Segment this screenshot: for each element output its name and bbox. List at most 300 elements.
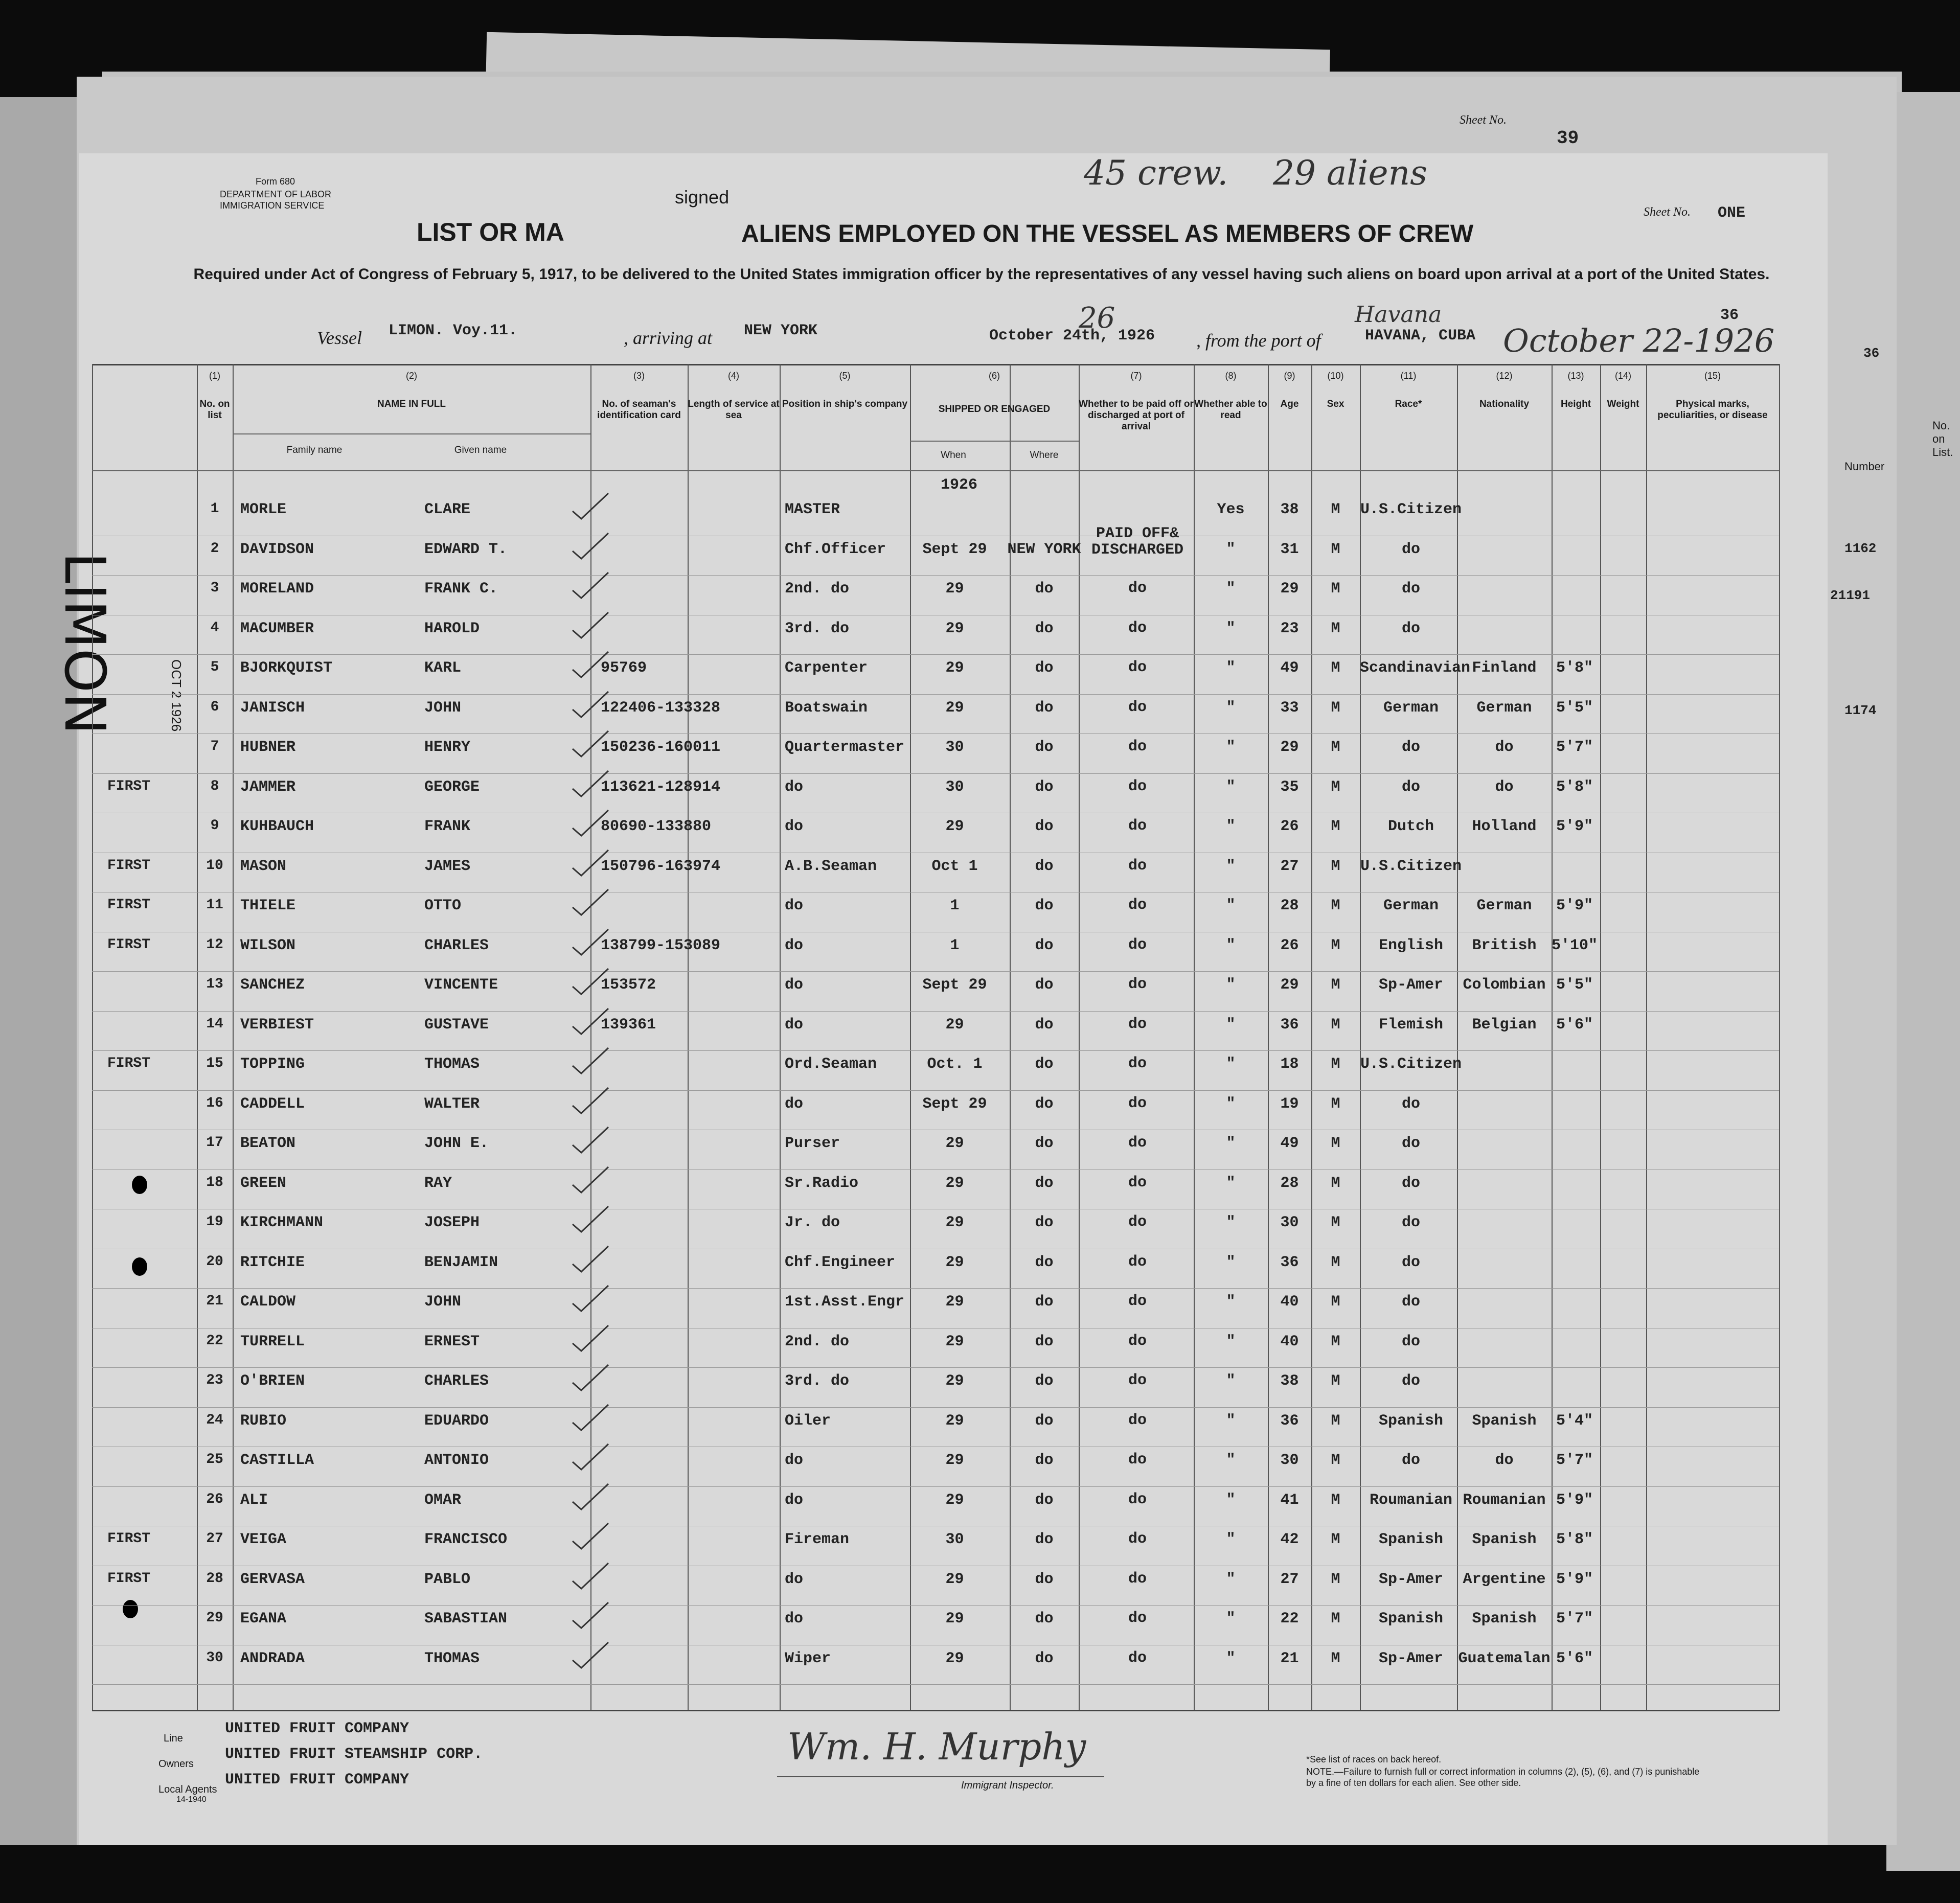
shipped-when: 29 [945,580,964,598]
check-icon [570,1521,611,1551]
row-rule [92,733,1779,734]
sheet-no-value: ONE [1718,204,1746,222]
position: Wiper [785,1649,831,1667]
first-mark: FIRST [107,936,151,953]
sex: M [1331,1570,1340,1588]
able-to-read: " [1226,818,1236,835]
shipped-when: 1 [950,936,960,954]
column-number: (11) [1400,371,1417,381]
shipped-when: 29 [945,1649,964,1667]
footer-line-value: UNITED FRUIT COMPANY [225,1720,409,1737]
given-name: KARL [424,659,462,677]
column-header: Physical marks, peculiarities, or disease [1657,399,1768,421]
title-right: ALIENS EMPLOYED ON THE VESSEL AS MEMBERS OF CREW [741,220,1474,247]
sex: M [1331,1095,1340,1113]
nationality: do [1495,739,1514,756]
row-number: 20 [206,1253,223,1270]
row-rule [92,1050,1779,1051]
family-name: KIRCHMANN [240,1214,324,1231]
nationality: Guatemalan [1458,1649,1551,1667]
age: 36 [1280,1016,1299,1034]
race: U.S.Citizen [1360,501,1462,518]
shipped-where: do [1035,1372,1054,1390]
column-header: Nationality [1479,399,1530,409]
column-rule [1457,364,1458,1711]
race: do [1401,1253,1420,1271]
column-header: Age [1280,399,1299,409]
arrival-day-hand: 26 [1079,302,1115,335]
paid-off: do [1128,1491,1147,1508]
age: 49 [1280,659,1299,677]
able-to-read: " [1226,620,1236,637]
nationality: Roumanian [1463,1491,1546,1509]
sex: M [1331,1214,1340,1231]
paid-off: do [1128,659,1147,676]
age: 26 [1280,936,1299,954]
age: 40 [1280,1293,1299,1311]
arrival-date: October 24th, 1926 [989,327,1155,345]
race: do [1401,1174,1420,1192]
column-header: Whether to be paid off or discharged at port of arrival [1079,399,1194,432]
check-icon [570,531,611,561]
shipped-where: do [1035,897,1054,914]
paid-off: do [1128,1213,1147,1231]
given-name: SABASTIAN [424,1610,508,1627]
paid-off: do [1128,1253,1147,1271]
nationality: Finland [1472,659,1537,677]
check-icon [570,1600,611,1631]
first-mark: FIRST [107,1570,151,1587]
paid-off: do [1128,1174,1147,1191]
paid-off: do [1128,619,1147,637]
sex: M [1331,1253,1340,1271]
column-rule [92,364,93,1711]
height: 5'9" [1556,897,1593,914]
able-to-read: " [1226,1412,1236,1430]
shipped-when: 29 [945,620,964,637]
paid-off: do [1128,1055,1147,1072]
check-icon [570,1204,611,1234]
sheet-no-label: Sheet No. [1644,205,1691,219]
seaman-card-number: 122406-133328 [601,699,721,717]
port-hand: Havana [1355,302,1442,328]
age: 18 [1280,1056,1299,1073]
row-number: 14 [206,1016,223,1032]
family-name: TOPPING [240,1056,305,1073]
column-rule [1646,364,1647,1711]
position: Ord.Seaman [785,1056,877,1073]
race: do [1401,1293,1420,1311]
able-to-read: " [1226,540,1236,558]
check-icon [570,1323,611,1354]
back-sheet-no-label: Sheet No. [1460,113,1507,127]
shipped-where: do [1035,818,1054,835]
able-to-read: " [1226,1095,1236,1113]
row-rule [92,1288,1779,1289]
family-name: THIELE [240,897,296,914]
height: 5'5" [1556,976,1593,994]
shipped-where: do [1035,1452,1054,1469]
subtitle: Required under Act of Congress of February 5, 1917, to be delivered to the United States immigration officer by the representatives of any vessel having such aliens on board upon arrival at a port of the United States. [193,266,1770,283]
row-number: 27 [206,1531,223,1547]
position: do [785,1610,804,1627]
shipped-when: Sept 29 [922,1095,987,1113]
age: 27 [1280,857,1299,875]
row-rule [92,773,1779,774]
given-name: CHARLES [424,936,489,954]
column-rule [688,364,689,1711]
position: do [785,936,804,954]
seaman-card-number: 95769 [601,659,647,677]
race: do [1401,1452,1420,1469]
height: 5'5" [1556,699,1593,717]
shipped-where: do [1035,620,1054,637]
age: 35 [1280,778,1299,796]
height: 5'8" [1556,1531,1593,1548]
shipped-when: 29 [945,1412,964,1430]
shipped-where: do [1035,1412,1054,1430]
row-number: 30 [206,1649,223,1666]
row-number: 8 [210,778,219,794]
column-rule [1311,364,1312,1711]
paid-off: do [1128,738,1147,755]
form-department: DEPARTMENT OF LABOR [220,189,332,199]
sex: M [1331,1293,1340,1311]
height: 5'10" [1551,936,1598,954]
sex: M [1331,818,1340,835]
age: 29 [1280,739,1299,756]
nationality: do [1495,778,1514,796]
shipped-where: do [1035,1570,1054,1588]
family-name: CASTILLA [240,1452,314,1469]
column-number: (5) [839,371,851,381]
paid-off: do [1128,777,1147,795]
position: Fireman [785,1531,850,1548]
column-number: (8) [1225,371,1237,381]
check-icon [570,1402,611,1433]
age: 28 [1280,1174,1299,1192]
given-name: RAY [424,1174,452,1192]
age: 38 [1280,1372,1299,1390]
height: 5'9" [1556,1491,1593,1509]
shipped-when: 29 [945,1372,964,1390]
position: do [785,1491,804,1509]
shipped-when: Oct 1 [931,857,978,875]
age: 36 [1280,1412,1299,1430]
row-rule [92,654,1779,655]
nationality: German [1476,699,1532,717]
given-name: CHARLES [424,1372,489,1390]
sex: M [1331,897,1340,914]
seaman-card-number: 150796-163974 [601,857,721,875]
column-header: Sex [1327,399,1344,409]
given-name: JOHN [424,1293,462,1311]
given-name: JAMES [424,857,471,875]
row-rule [92,1486,1779,1487]
race: do [1401,1372,1420,1390]
from-port-value: HAVANA, CUBA [1365,327,1476,345]
shipped-when: 29 [945,659,964,677]
sex: M [1331,699,1340,717]
given-name: WALTER [424,1095,480,1113]
position: do [785,778,804,796]
able-to-read: " [1226,580,1236,598]
check-icon [570,1561,611,1591]
sex: M [1331,1452,1340,1469]
shipped-where: do [1035,936,1054,954]
race: do [1401,1333,1420,1350]
given-name: ANTONIO [424,1452,489,1469]
age: 22 [1280,1610,1299,1627]
nationality: Colombian [1463,976,1546,994]
age: 33 [1280,699,1299,717]
race: U.S.Citizen [1360,1056,1462,1073]
age: 42 [1280,1531,1299,1548]
penalty-note: NOTE.—Failure to furnish full or correct information in columns (2), (5), (6), and (7) is punishable by a fine of ten dollars for each alien. See other side. [1306,1767,1700,1788]
paid-off: do [1128,1411,1147,1429]
paid-off: do [1128,580,1147,597]
shipped-where: do [1035,1174,1054,1192]
family-name: MACUMBER [240,620,314,637]
shipped-when: 29 [945,1293,964,1311]
able-to-read: " [1226,1531,1236,1548]
row-number: 25 [206,1452,223,1468]
position: Chf.Engineer [785,1253,896,1271]
able-to-read: " [1226,1214,1236,1231]
paid-off: do [1128,1372,1147,1389]
column-header: Weight [1607,399,1639,409]
family-name: KUHBAUCH [240,818,314,835]
right-edge-header: No. on List. [1932,419,1953,458]
sex: M [1331,659,1340,677]
vessel-label: Vessel [317,328,362,348]
row-number: 12 [206,936,223,953]
check-icon [570,1640,611,1670]
family-name: HUBNER [240,739,296,756]
paid-off: do [1128,936,1147,954]
header-rule [92,470,1779,471]
paid-off: do [1128,1610,1147,1627]
family-name-header: Family name [286,445,343,455]
age: 29 [1280,580,1299,598]
column-header: Position in ship's company [782,399,908,409]
shipped-where: do [1035,1333,1054,1350]
column-number: (12) [1496,371,1513,381]
column-rule [1010,364,1011,1711]
position: do [785,818,804,835]
row-number: 10 [206,857,223,874]
shipped-when: 29 [945,1333,964,1350]
row-number: 7 [210,739,219,754]
able-to-read: " [1226,659,1236,677]
position: 2nd. do [785,1333,850,1350]
position: 3rd. do [785,620,850,637]
able-to-read: " [1226,1372,1236,1390]
able-to-read: " [1226,1293,1236,1311]
row-number: 5 [210,659,219,675]
shipped-where: do [1035,1214,1054,1231]
given-name: FRANCISCO [424,1531,508,1548]
family-name: JANISCH [240,699,305,717]
family-name: RUBIO [240,1412,287,1430]
seaman-card-number: 150236-160011 [601,739,721,756]
shipped-when: 29 [945,699,964,717]
able-to-read: " [1226,1174,1236,1192]
given-name: EDWARD T. [424,540,508,558]
shipped-where: do [1035,1253,1054,1271]
race: Spanish [1378,1531,1444,1548]
shipped-where: do [1035,739,1054,756]
column-header: No. on list [199,399,230,421]
age: 36 [1280,1253,1299,1271]
row-number: 11 [206,897,223,913]
check-icon [570,1244,611,1274]
shipped-when: 30 [945,1531,964,1548]
shipped-when: 29 [945,1253,964,1271]
height: 5'9" [1556,1570,1593,1588]
shipped-where: do [1035,976,1054,994]
family-name: VEIGA [240,1531,287,1548]
column-number: (9) [1284,371,1295,381]
given-name: JOHN E. [424,1135,489,1152]
row-rule [92,1605,1779,1606]
height: 5'8" [1556,778,1593,796]
shipped-when: 30 [945,739,964,756]
race: Dutch [1387,818,1434,835]
family-name: GREEN [240,1174,287,1192]
race: Sp-Amer [1378,976,1444,994]
shipped-where: do [1035,1056,1054,1073]
check-icon [570,1125,611,1155]
able-to-read: " [1226,976,1236,994]
vessel-value: LIMON. Voy.11. [389,322,518,339]
able-to-read: " [1226,1253,1236,1271]
race: Scandinavian [1360,659,1471,677]
races-note: *See list of races on back hereof. [1306,1754,1442,1764]
given-name: OMAR [424,1491,462,1509]
shipped-when: 29 [945,1610,964,1627]
family-name: MORELAND [240,580,314,598]
row-rule [92,575,1779,576]
seaman-card-number: 153572 [601,976,656,994]
shipped-when: 29 [945,1135,964,1152]
given-name: GUSTAVE [424,1016,489,1034]
given-name: JOSEPH [424,1214,480,1231]
date-hand: October 22-1926 [1503,322,1775,359]
signature-line [777,1776,1104,1777]
column-rule [1779,364,1780,1711]
age: 26 [1280,818,1299,835]
height: 5'6" [1556,1649,1593,1667]
age: 19 [1280,1095,1299,1113]
height: 5'8" [1556,659,1593,677]
arriving-value: NEW YORK [744,322,818,339]
footer-line-label: Line [164,1733,183,1744]
given-name: CLARE [424,501,471,518]
given-name: HENRY [424,739,471,756]
column-rule [1268,364,1269,1711]
right-edge-number: 1174 [1844,703,1877,718]
nationality: Holland [1472,818,1537,835]
paid-off: PAID OFF& DISCHARGED [1091,524,1184,559]
height: 5'7" [1556,1610,1593,1627]
family-name: BEATON [240,1135,296,1152]
paid-off: do [1128,976,1147,993]
side-stamp-limon: LIMON [52,552,118,735]
shipped-where: do [1035,1095,1054,1113]
paid-off: do [1128,1451,1147,1469]
shipped-where: do [1035,857,1054,875]
row-number: 15 [206,1056,223,1071]
able-to-read: " [1226,936,1236,954]
column-number: (2) [406,371,417,381]
shipped-where: do [1035,778,1054,796]
able-to-read: " [1226,1333,1236,1350]
nationality: Belgian [1472,1016,1537,1034]
row-number: 2 [210,540,219,557]
position: do [785,1095,804,1113]
row-number: 1 [210,501,219,517]
position: Sr.Radio [785,1174,859,1192]
check-icon [570,570,611,601]
age: 21 [1280,1649,1299,1667]
age: 30 [1280,1214,1299,1231]
sex: M [1331,1412,1340,1430]
nationality: Spanish [1472,1531,1537,1548]
age: 30 [1280,1452,1299,1469]
shipped-when: 30 [945,778,964,796]
family-name: ALI [240,1491,268,1509]
family-name: DAVIDSON [240,540,314,558]
given-name: FRANK C. [424,580,498,598]
able-to-read: " [1226,1610,1236,1627]
shipped-where: do [1035,1491,1054,1509]
able-to-read: " [1226,699,1236,717]
age: 40 [1280,1333,1299,1350]
row-number: 22 [206,1333,223,1349]
shipped-where: do [1035,1531,1054,1548]
able-to-read: " [1226,1452,1236,1469]
column-number: (4) [728,371,739,381]
race: do [1401,778,1420,796]
column-header: Length of service at sea [688,399,780,421]
paid-off: do [1128,1570,1147,1588]
right-adjacent-sheet [1886,92,1960,1871]
column-number: (10) [1327,371,1344,381]
column-rule [1194,364,1195,1711]
check-icon [570,1045,611,1076]
family-name: EGANA [240,1610,287,1627]
back-sheet-no-value: 39 [1557,128,1579,149]
right-edge-number: 21191 [1830,588,1871,603]
row-number: 26 [206,1491,223,1507]
footer-rule [92,1710,1779,1711]
shipped-when: 29 [945,1214,964,1231]
column-rule [780,364,781,1711]
paid-off: do [1128,1530,1147,1548]
row-number: 24 [206,1412,223,1428]
family-name: TURRELL [240,1333,305,1350]
row-number: 23 [206,1372,223,1388]
nationality: British [1472,936,1537,954]
seaman-card-number: 139361 [601,1016,656,1034]
family-name: CADDELL [240,1095,305,1113]
sex: M [1331,1649,1340,1667]
shipped-when: Sept 29 [922,976,987,994]
column-number: (6) [989,371,1000,381]
row-rule [92,971,1779,972]
age: 28 [1280,897,1299,914]
